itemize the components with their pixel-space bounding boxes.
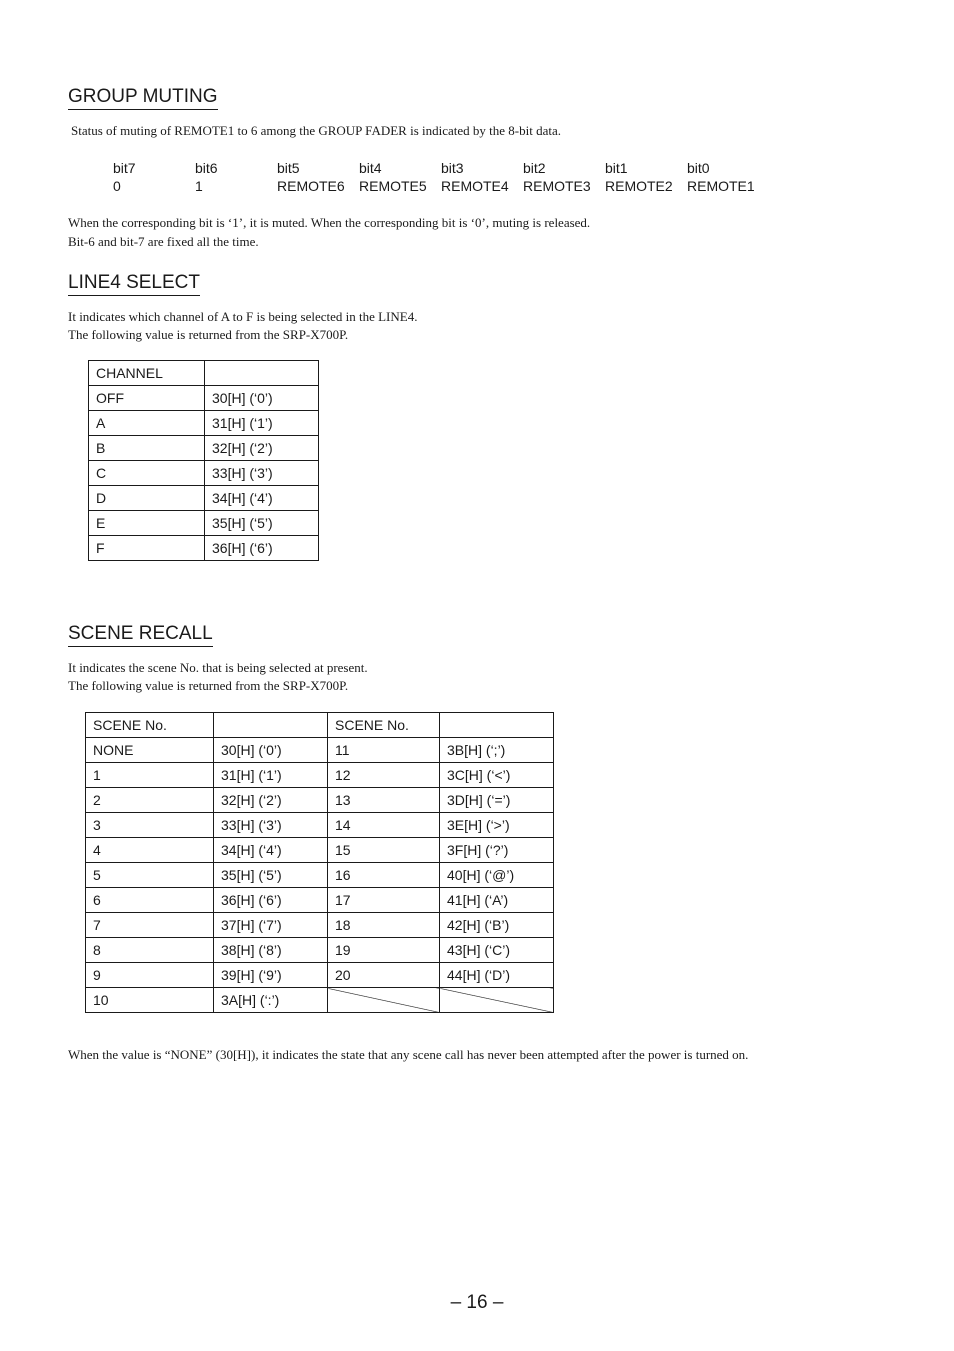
table-cell: 44[H] (‘D’) (440, 963, 554, 988)
table-row (89, 436, 319, 461)
group-muting-note-1: When the corresponding bit is ‘1’, it is muted. When the corresponding bit is ‘0’, muting is released. (68, 215, 591, 230)
table-cell: 3D[H] (‘=’) (440, 788, 554, 813)
bit-value-row (113, 177, 769, 195)
table-cell: 16 (328, 863, 440, 888)
bit-map (113, 159, 769, 195)
line4-select-text-2: The following value is returned from the SRP-X700P. (68, 327, 349, 342)
table-header-cell: SCENE No. (86, 713, 214, 738)
table-cell: 4 (86, 838, 214, 863)
table-row (86, 938, 554, 963)
table-cell: 41[H] (‘A’) (440, 888, 554, 913)
table-cell: 36[H] (‘6’) (214, 888, 328, 913)
table-cell: 36[H] (‘6’) (205, 536, 319, 561)
table-cell: 33[H] (‘3’) (205, 461, 319, 486)
bit-value: REMOTE5 (359, 178, 427, 194)
bit-label: bit5 (277, 160, 300, 176)
table-header-cell (440, 713, 554, 738)
table-cell: 35[H] (‘5’) (214, 863, 328, 888)
bit-value: REMOTE4 (441, 178, 509, 194)
scene-number-table (85, 712, 554, 1013)
table-cell: 5 (86, 863, 214, 888)
table-cell: 1 (86, 763, 214, 788)
table-row (86, 963, 554, 988)
bit-label: bit1 (605, 160, 628, 176)
table-row (86, 788, 554, 813)
table-cell: NONE (86, 738, 214, 763)
table-row (86, 813, 554, 838)
table-cell: 3F[H] (‘?’) (440, 838, 554, 863)
table-cell: 32[H] (‘2’) (205, 436, 319, 461)
table-row (86, 738, 554, 763)
table-cell: 12 (328, 763, 440, 788)
table-cell: 10 (86, 988, 214, 1013)
table-row (89, 386, 319, 411)
table-cell: B (89, 436, 205, 461)
table-cell: 17 (328, 888, 440, 913)
table-cell: 11 (328, 738, 440, 763)
table-row (86, 863, 554, 888)
scene-recall-text-1: It indicates the scene No. that is being selected at present. (68, 660, 368, 675)
empty-diagonal-cell (440, 988, 554, 1013)
table-cell: 38[H] (‘8’) (214, 938, 328, 963)
scene-recall-heading: SCENE RECALL (68, 623, 213, 647)
table-cell: 34[H] (‘4’) (205, 486, 319, 511)
bit-value: 1 (195, 178, 203, 194)
table-cell: 3C[H] (‘<’) (440, 763, 554, 788)
table-cell: 3 (86, 813, 214, 838)
table-cell: 33[H] (‘3’) (214, 813, 328, 838)
table-row (89, 511, 319, 536)
table-cell: 13 (328, 788, 440, 813)
scene-recall-footnote: When the value is “NONE” (30[H]), it indicates the state that any scene call has never been attempted after the power is turned on. (68, 1047, 749, 1062)
table-cell: 31[H] (‘1’) (205, 411, 319, 436)
table-row (89, 536, 319, 561)
table-cell: F (89, 536, 205, 561)
table-cell: 31[H] (‘1’) (214, 763, 328, 788)
line4-select-heading: LINE4 SELECT (68, 272, 200, 296)
table-cell: 34[H] (‘4’) (214, 838, 328, 863)
table-header-row (89, 361, 319, 386)
table-cell: 15 (328, 838, 440, 863)
table-cell: 18 (328, 913, 440, 938)
group-muting-heading: GROUP MUTING (68, 86, 218, 110)
table-cell: 7 (86, 913, 214, 938)
table-row (89, 411, 319, 436)
table-cell: 35[H] (‘5’) (205, 511, 319, 536)
bit-label-row (113, 159, 769, 177)
table-header-cell (214, 713, 328, 738)
table-cell: 9 (86, 963, 214, 988)
bit-value: 0 (113, 178, 121, 194)
bit-value: REMOTE6 (277, 178, 345, 194)
table-cell: 14 (328, 813, 440, 838)
bit-label: bit6 (195, 160, 218, 176)
table-cell: C (89, 461, 205, 486)
group-muting-note-2: Bit-6 and bit-7 are fixed all the time. (68, 234, 259, 249)
table-header-cell: SCENE No. (328, 713, 440, 738)
table-cell: 19 (328, 938, 440, 963)
bit-value: REMOTE3 (523, 178, 591, 194)
table-cell: A (89, 411, 205, 436)
table-row (89, 461, 319, 486)
table-cell: 40[H] (‘@’) (440, 863, 554, 888)
bit-label: bit2 (523, 160, 546, 176)
table-cell: 20 (328, 963, 440, 988)
group-muting-intro: Status of muting of REMOTE1 to 6 among the GROUP FADER is indicated by the 8-bit data. (71, 123, 561, 138)
table-header-row (86, 713, 554, 738)
table-cell: 30[H] (‘0’) (214, 738, 328, 763)
table-row (89, 486, 319, 511)
table-row (86, 988, 554, 1013)
table-cell: E (89, 511, 205, 536)
bit-label: bit7 (113, 160, 136, 176)
table-row (86, 888, 554, 913)
table-cell: 6 (86, 888, 214, 913)
line4-channel-table (88, 360, 319, 561)
table-cell: D (89, 486, 205, 511)
bit-value: REMOTE2 (605, 178, 673, 194)
table-row (86, 913, 554, 938)
table-cell: 8 (86, 938, 214, 963)
table-cell: 3E[H] (‘>’) (440, 813, 554, 838)
table-cell: 42[H] (‘B’) (440, 913, 554, 938)
table-cell: 43[H] (‘C’) (440, 938, 554, 963)
scene-recall-text-2: The following value is returned from the SRP-X700P. (68, 678, 349, 693)
table-cell: 39[H] (‘9’) (214, 963, 328, 988)
bit-label: bit3 (441, 160, 464, 176)
bit-label: bit0 (687, 160, 710, 176)
table-cell: 3A[H] (‘:’) (214, 988, 328, 1013)
table-cell: 32[H] (‘2’) (214, 788, 328, 813)
page-number: – 16 – (450, 1292, 504, 1313)
table-cell: OFF (89, 386, 205, 411)
line4-select-text-1: It indicates which channel of A to F is being selected in the LINE4. (68, 309, 418, 324)
empty-diagonal-cell (328, 988, 440, 1013)
bit-label: bit4 (359, 160, 382, 176)
table-header-cell (205, 361, 319, 386)
table-cell: 3B[H] (‘;’) (440, 738, 554, 763)
table-row (86, 763, 554, 788)
table-cell: 37[H] (‘7’) (214, 913, 328, 938)
table-header-cell: CHANNEL (89, 361, 205, 386)
bit-value: REMOTE1 (687, 178, 755, 194)
table-row (86, 838, 554, 863)
table-cell: 2 (86, 788, 214, 813)
table-cell: 30[H] (‘0’) (205, 386, 319, 411)
